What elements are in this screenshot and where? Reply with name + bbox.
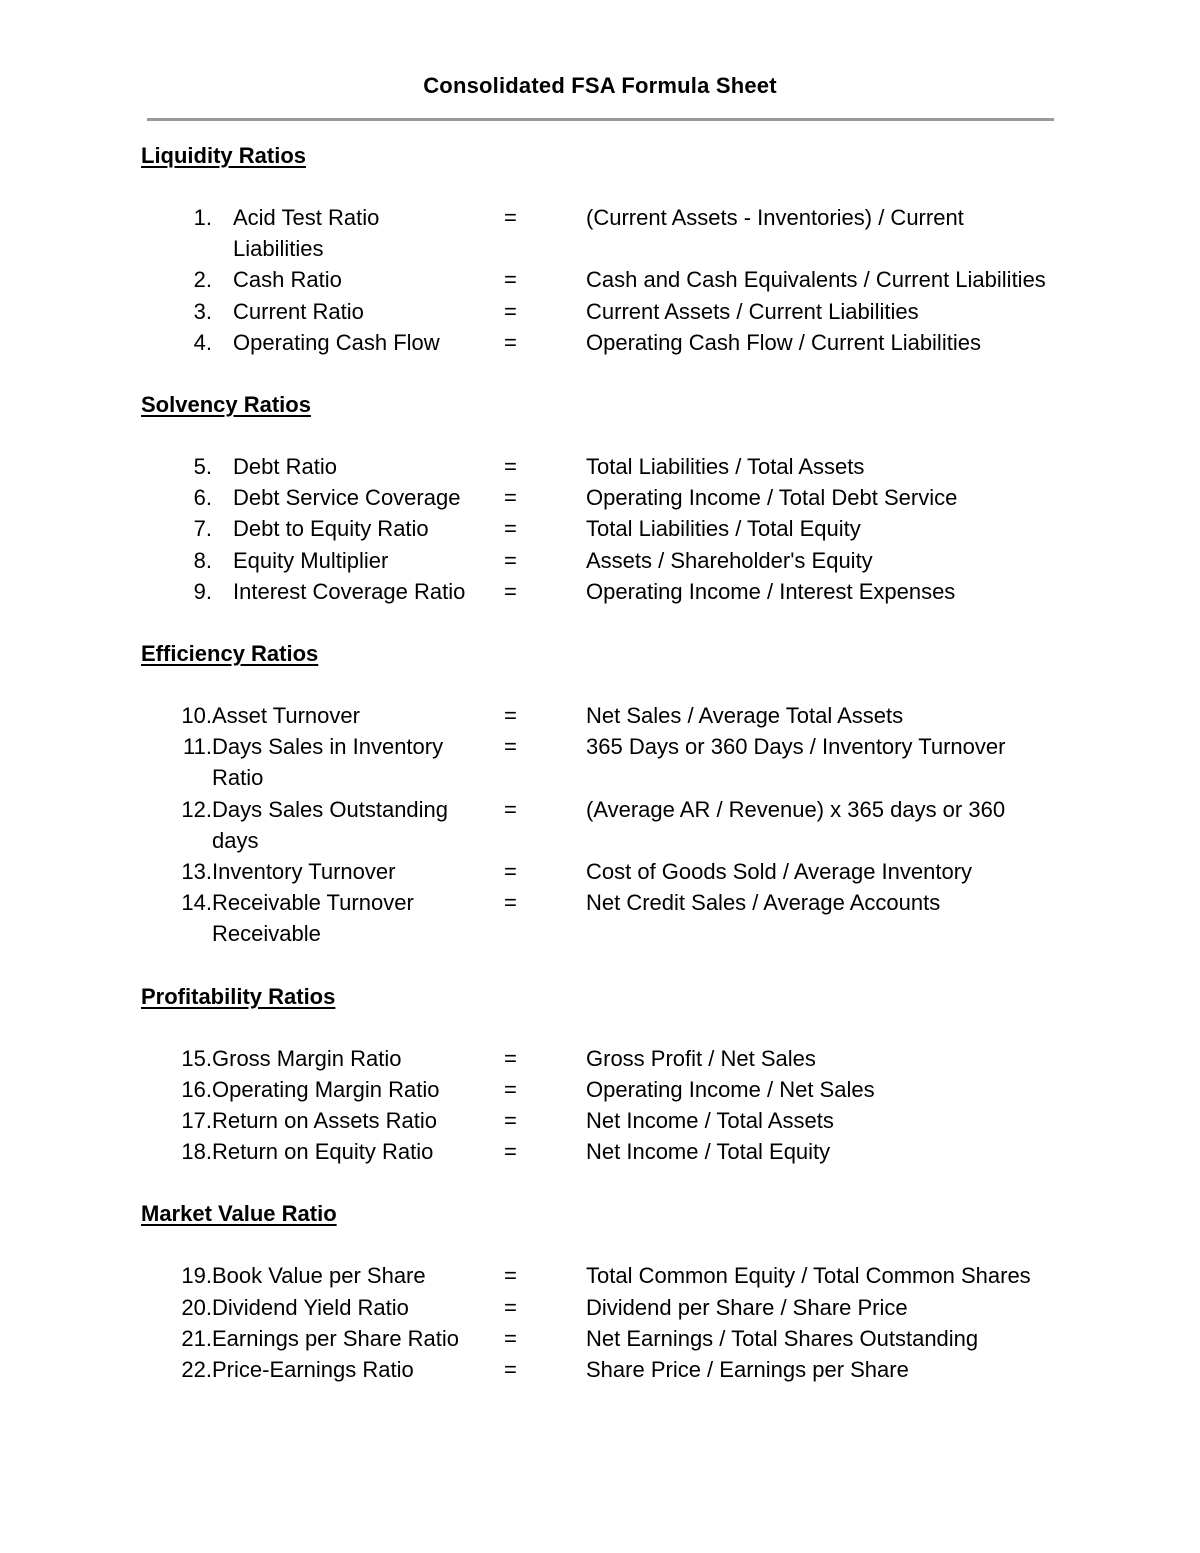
- item-number: 13.: [181, 859, 212, 885]
- item-number: 8.: [193, 547, 212, 573]
- ratio-name: Asset Turnover: [212, 703, 360, 729]
- item-number: 9.: [193, 578, 212, 604]
- ratio-formula: Assets / Shareholder's Equity: [586, 547, 873, 573]
- formula-row: [141, 576, 1151, 607]
- ratio-name: Debt Service Coverage: [233, 485, 461, 511]
- equals-sign: =: [504, 1294, 517, 1320]
- item-number: 19.: [181, 1263, 212, 1289]
- ratio-name: Return on Assets Ratio: [212, 1108, 438, 1134]
- equals-sign: =: [504, 547, 517, 573]
- formula-row-continuation: [141, 233, 1151, 264]
- ratio-name-continued: Ratio: [212, 765, 264, 791]
- equals-sign: =: [504, 454, 517, 480]
- section-heading: Profitability Ratios: [141, 983, 336, 1009]
- ratio-name: Inventory Turnover: [212, 859, 396, 885]
- item-number: 4.: [193, 329, 212, 355]
- ratio-name: Debt to Equity Ratio: [233, 516, 429, 542]
- item-number: 2.: [193, 267, 212, 293]
- equals-sign: =: [504, 578, 517, 604]
- formula-row: [141, 513, 1151, 544]
- section-market-value-ratio: [141, 1198, 1151, 1385]
- ratio-formula: (Average AR / Revenue) x 365 days or 360: [586, 796, 1006, 822]
- formula-row: [141, 856, 1151, 887]
- formula-row: [141, 700, 1151, 731]
- item-number: 1.: [193, 205, 212, 230]
- ratio-formula: Cash and Cash Equivalents / Current Liabilities: [586, 267, 1046, 293]
- item-number: 20.: [181, 1294, 212, 1320]
- equals-sign: =: [504, 1263, 517, 1289]
- formula-row: [141, 1105, 1151, 1136]
- ratio-formula: Cost of Goods Sold / Average Inventory: [586, 859, 973, 885]
- ratio-name-continued: Receivable: [212, 921, 321, 947]
- formula-row: [141, 545, 1151, 576]
- equals-sign: =: [504, 205, 517, 230]
- formula-row: [141, 296, 1151, 327]
- ratio-formula: Net Income / Total Equity: [586, 1139, 831, 1165]
- section-solvency-ratios: [141, 389, 1151, 607]
- formula-row: [141, 327, 1151, 358]
- ratio-name: Cash Ratio: [233, 267, 342, 293]
- equals-sign: =: [504, 329, 517, 355]
- ratio-name: Acid Test Ratio: [233, 205, 380, 230]
- formula-row: [141, 264, 1151, 295]
- equals-sign: =: [504, 485, 517, 511]
- formula-row: [141, 482, 1151, 513]
- item-number: 22.: [181, 1357, 212, 1383]
- item-number: 7.: [193, 516, 212, 542]
- equals-sign: =: [504, 703, 517, 729]
- section-heading: Market Value Ratio: [141, 1201, 337, 1227]
- formula-row: [141, 794, 1151, 825]
- formula-row: [141, 1292, 1151, 1323]
- formula-row-continuation: [141, 762, 1151, 793]
- formula-sheet-body: [141, 140, 1151, 1385]
- equals-sign: =: [504, 516, 517, 542]
- ratio-name: Equity Multiplier: [233, 547, 389, 573]
- ratio-name: Gross Margin Ratio: [212, 1045, 402, 1071]
- equals-sign: =: [504, 1076, 517, 1102]
- formula-row: [141, 731, 1151, 762]
- title-divider: [147, 118, 1054, 121]
- ratio-formula: Operating Cash Flow / Current Liabilities: [586, 329, 981, 355]
- section-liquidity-ratios: [141, 140, 1151, 358]
- item-number: 3.: [193, 298, 212, 324]
- ratio-name: Debt Ratio: [233, 454, 337, 480]
- section-heading: Efficiency Ratios: [141, 641, 319, 667]
- ratio-name: Interest Coverage Ratio: [233, 578, 466, 604]
- item-number: 11.: [183, 734, 212, 760]
- item-number: 12.: [181, 796, 212, 822]
- ratio-formula: 365 Days or 360 Days / Inventory Turnover: [586, 734, 1006, 760]
- ratio-name: Receivable Turnover: [212, 890, 414, 916]
- ratio-formula: Total Liabilities / Total Equity: [586, 516, 861, 542]
- item-number: 18.: [181, 1139, 212, 1165]
- page-title: Consolidated FSA Formula Sheet: [423, 73, 777, 98]
- ratio-formula: Operating Income / Interest Expenses: [586, 578, 956, 604]
- ratio-formula: Operating Income / Net Sales: [586, 1076, 875, 1102]
- item-number: 6.: [193, 485, 212, 511]
- ratio-name: Operating Margin Ratio: [212, 1076, 440, 1102]
- equals-sign: =: [504, 1108, 517, 1134]
- ratio-formula: Total Liabilities / Total Assets: [586, 454, 865, 480]
- ratio-name: Operating Cash Flow: [233, 329, 440, 355]
- equals-sign: =: [504, 1045, 517, 1071]
- ratio-name: Current Ratio: [233, 298, 364, 324]
- ratio-formula: Gross Profit / Net Sales: [586, 1045, 816, 1071]
- ratio-formula: Operating Income / Total Debt Service: [586, 485, 958, 511]
- section-heading: Solvency Ratios: [141, 392, 311, 418]
- formula-row: [141, 1074, 1151, 1105]
- equals-sign: =: [504, 267, 517, 293]
- item-number: 16.: [181, 1076, 212, 1102]
- item-number: 17.: [181, 1108, 212, 1134]
- formula-row: [141, 202, 1151, 233]
- formula-row-continuation: [141, 918, 1151, 949]
- equals-sign: =: [504, 796, 517, 822]
- ratio-name: Earnings per Share Ratio: [212, 1325, 460, 1351]
- ratio-name-continued: days: [212, 827, 259, 853]
- equals-sign: =: [504, 859, 517, 885]
- formula-row-continuation: [141, 825, 1151, 856]
- ratio-formula: (Current Assets - Inventories) / Current: [586, 205, 964, 230]
- ratio-formula: Current Assets / Current Liabilities: [586, 298, 919, 324]
- formula-row: [141, 1136, 1151, 1167]
- section-profitability-ratios: [141, 981, 1151, 1168]
- formula-row: [141, 451, 1151, 482]
- formula-row: [141, 1323, 1151, 1354]
- item-number: 15.: [181, 1045, 212, 1071]
- section-heading: Liquidity Ratios: [141, 143, 306, 168]
- ratio-formula: Dividend per Share / Share Price: [586, 1294, 908, 1320]
- ratio-name: Price-Earnings Ratio: [212, 1357, 414, 1383]
- ratio-formula: Net Income / Total Assets: [586, 1108, 834, 1134]
- equals-sign: =: [504, 1139, 517, 1165]
- equals-sign: =: [504, 890, 517, 916]
- ratio-formula: Net Earnings / Total Shares Outstanding: [586, 1325, 979, 1351]
- formula-row: [141, 1354, 1151, 1385]
- ratio-name-continued: Liabilities: [233, 236, 324, 262]
- formula-row: [141, 887, 1151, 918]
- ratio-name: Book Value per Share: [212, 1263, 426, 1289]
- item-number: 10.: [181, 703, 212, 729]
- ratio-formula: Share Price / Earnings per Share: [586, 1357, 909, 1383]
- equals-sign: =: [504, 298, 517, 324]
- ratio-name: Return on Equity Ratio: [212, 1139, 434, 1165]
- ratio-formula: Net Credit Sales / Average Accounts: [586, 890, 941, 916]
- formula-row: [141, 1260, 1151, 1291]
- ratio-formula: Net Sales / Average Total Assets: [586, 703, 904, 729]
- ratio-formula: Total Common Equity / Total Common Shares: [586, 1263, 1031, 1289]
- section-efficiency-ratios: [141, 638, 1151, 950]
- equals-sign: =: [504, 1357, 517, 1383]
- formula-row: [141, 1043, 1151, 1074]
- ratio-name: Days Sales Outstanding: [212, 796, 449, 822]
- item-number: 14.: [181, 890, 212, 916]
- item-number: 21.: [181, 1325, 212, 1351]
- equals-sign: =: [504, 734, 517, 760]
- ratio-name: Dividend Yield Ratio: [212, 1294, 409, 1320]
- item-number: 5.: [193, 454, 212, 480]
- equals-sign: =: [504, 1325, 517, 1351]
- ratio-name: Days Sales in Inventory: [212, 734, 444, 760]
